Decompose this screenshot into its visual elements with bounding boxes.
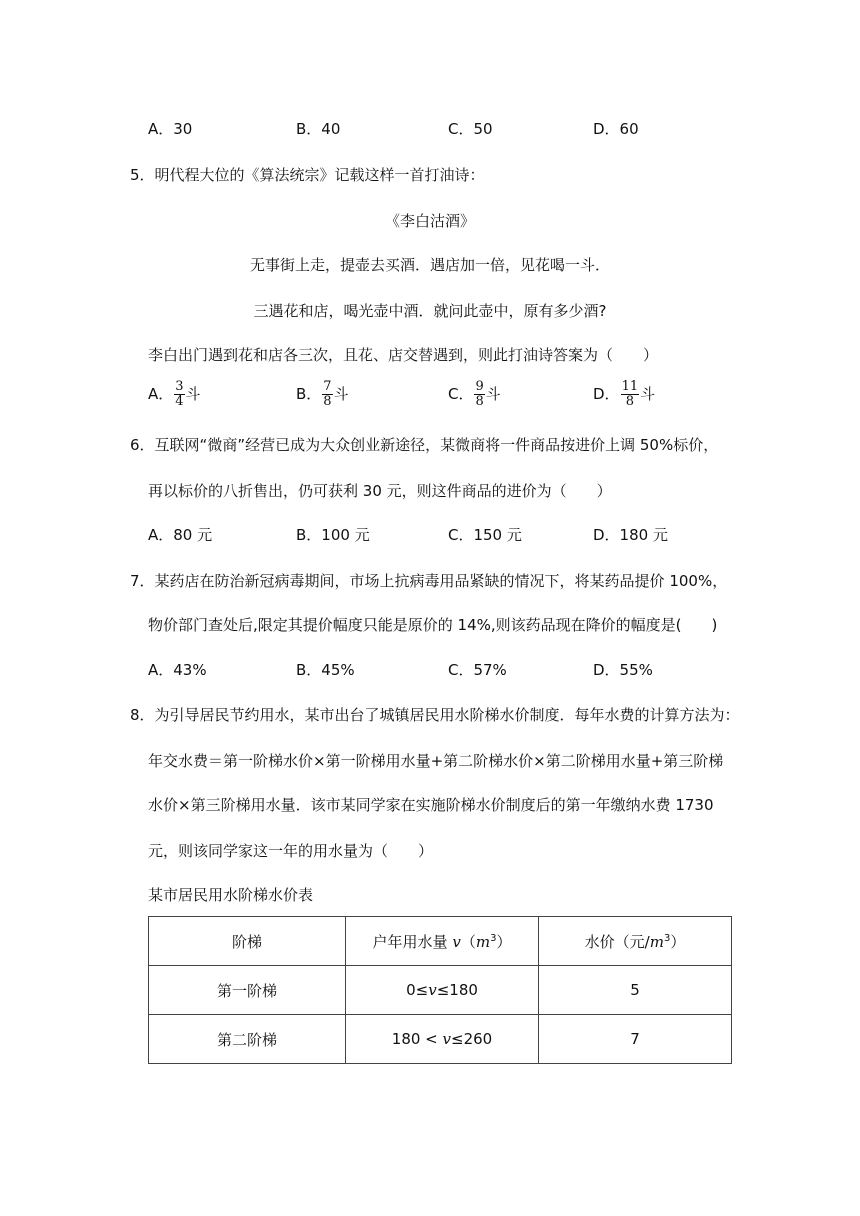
header-tier	[149, 917, 346, 966]
unit-m: m	[475, 932, 491, 951]
variable-v: v	[442, 1030, 452, 1048]
q8-line-2: 年交水费＝第一阶梯水价×第一阶梯用水量+第二阶梯水价×第二阶梯用水量+第三阶梯	[148, 752, 724, 770]
exponent: 3	[490, 932, 497, 944]
q6-option-b: B．100 元	[296, 526, 370, 544]
q5-option-a	[148, 380, 201, 409]
q7-option-a: A．43%	[148, 661, 207, 679]
numerator: 9	[475, 379, 484, 394]
numerator: 3	[175, 379, 184, 394]
cell-price: 7	[539, 1015, 732, 1064]
cell-tier: 第一阶梯	[149, 966, 346, 1015]
q4-option-a: A．30	[148, 120, 193, 138]
q8-line-1: 8．为引导居民节约用水，某市出台了城镇居民用水阶梯水价制度．每年水费的计算方法为：	[130, 706, 740, 724]
cell-price: 5	[539, 966, 732, 1015]
cell-range	[346, 966, 539, 1015]
q7-line-1: 7．某药店在防治新冠病毒期间，市场上抗病毒用品紧缺的情况下，将某药品提价 100%，	[130, 572, 728, 590]
option-label: A．	[148, 385, 174, 403]
denominator: 4	[175, 394, 184, 409]
poem-line-2: 三遇花和店，喝光壶中酒．就问此壶中，原有多少酒?	[253, 302, 607, 320]
header-tier-label: 阶梯	[231, 932, 262, 951]
cell-range	[346, 1015, 539, 1064]
denominator: 8	[625, 394, 634, 409]
q4-option-c: C．50	[448, 120, 493, 138]
q5-stem: 5．明代程大位的《算法统宗》记载这样一首打油诗：	[130, 166, 485, 184]
water-price-table	[148, 916, 732, 1064]
q8-line-3: 水价×第三阶梯用水量．该市某同学家在实施阶梯水价制度后的第一年缴纳水费 1730	[148, 796, 714, 814]
unit: 斗	[333, 385, 349, 403]
option-label: B．	[296, 385, 322, 403]
q5-option-d	[593, 380, 655, 409]
q5-option-c	[448, 380, 501, 409]
denominator: 8	[323, 394, 332, 409]
poem-line-1: 无事街上走，提壶去买酒．遇店加一倍，见花喝一斗．	[249, 256, 610, 274]
fraction	[322, 380, 332, 409]
header-price: 水价（元$/m^3$）	[539, 917, 732, 966]
range-upper: ≤260	[451, 1030, 493, 1048]
table-row	[149, 966, 732, 1015]
table-caption: 某市居民用水阶梯水价表	[148, 886, 314, 904]
header-usage: 户年用水量 $v(m^3)$	[346, 917, 539, 966]
header-usage-label: 户年用水量	[372, 932, 448, 951]
q7-line-2: 物价部门查处后,限定其提价幅度只能是原价的 14%,则该药品现在降价的幅度是( )	[148, 616, 718, 634]
q4-option-b: B．40	[296, 120, 341, 138]
header-price-label: 水价（元/	[584, 932, 650, 951]
table-header-row	[149, 917, 732, 966]
denominator: 8	[475, 394, 484, 409]
exponent: 3	[663, 932, 671, 944]
cell-tier: 第二阶梯	[149, 1015, 346, 1064]
unit: 斗	[640, 385, 656, 403]
fraction	[174, 380, 184, 409]
q4-option-d: D．60	[593, 120, 639, 138]
unit: 斗	[185, 385, 201, 403]
q5-option-b	[296, 380, 349, 409]
numerator: 11	[621, 379, 639, 394]
q6-line-1: 6．互联网“微商”经营已成为大众创业新途径，某微商将一件商品按进价上调 50%标价，	[130, 436, 719, 454]
table-row	[149, 1015, 732, 1064]
option-label: C．	[448, 385, 474, 403]
option-label: D．	[593, 385, 620, 403]
q6-option-c: C．150 元	[448, 526, 522, 544]
fraction	[474, 380, 484, 409]
q6-option-a: A．80 元	[148, 526, 213, 544]
fraction	[621, 380, 640, 409]
q8-line-4: 元，则该同学家这一年的用水量为（ ）	[148, 842, 434, 860]
unit: 斗	[485, 385, 501, 403]
variable-v: v	[452, 932, 461, 951]
q7-option-b: B．45%	[296, 661, 355, 679]
unit-m: m	[649, 932, 664, 951]
numerator: 7	[323, 379, 332, 394]
q6-line-2: 再以标价的八折售出，仍可获利 30 元，则这件商品的进价为（ ）	[148, 482, 612, 500]
q7-option-c: C．57%	[448, 661, 507, 679]
range-upper: ≤180	[436, 981, 478, 999]
q6-option-d: D．180 元	[593, 526, 668, 544]
range-lower: 180 <	[391, 1030, 443, 1048]
variable-v: v	[428, 981, 437, 999]
q7-option-d: D．55%	[593, 661, 653, 679]
range-lower: 0≤	[406, 981, 429, 999]
q5-question: 李白出门遇到花和店各三次，且花、店交替遇到，则此打油诗答案为（ ）	[148, 346, 659, 364]
poem-title: 《李白沽酒》	[384, 212, 475, 230]
